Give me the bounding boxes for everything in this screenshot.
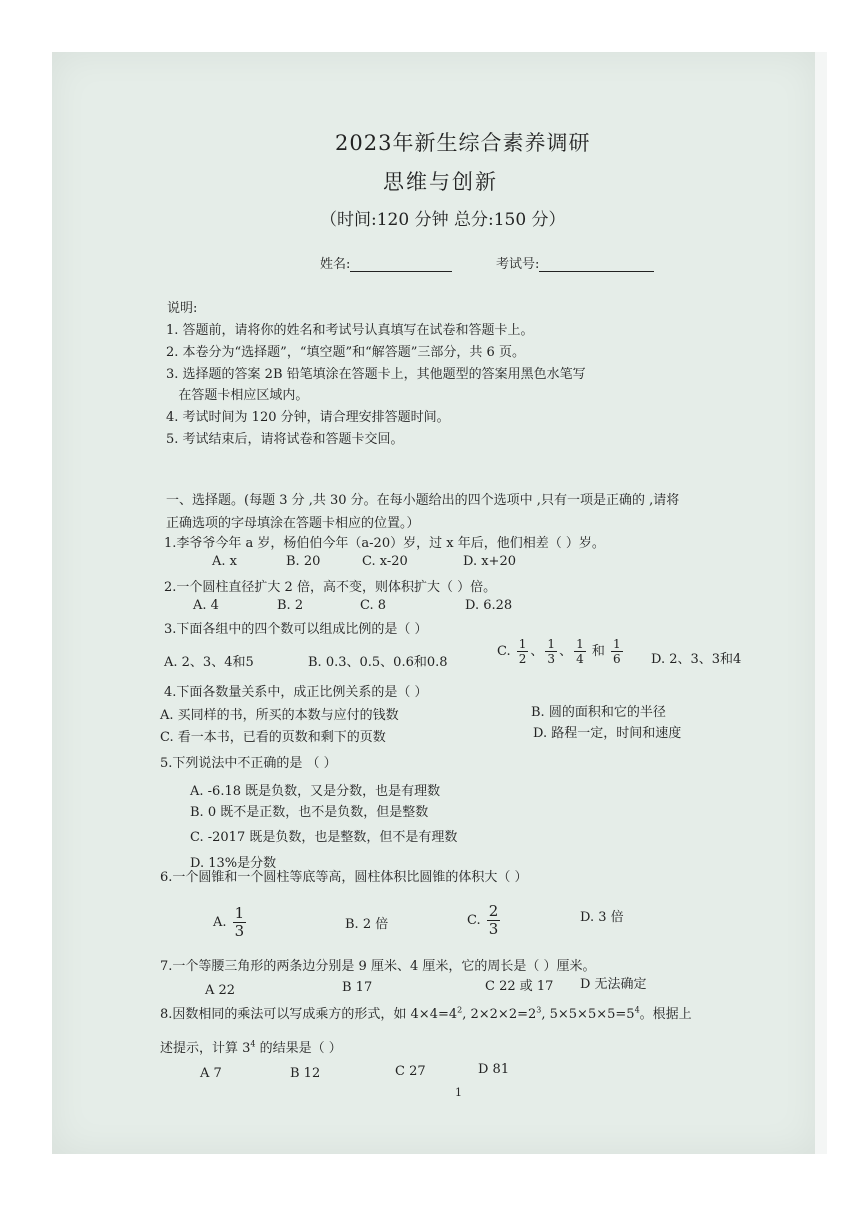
q8-exponent-2: 3	[536, 1005, 542, 1015]
q6-option-a	[213, 906, 248, 939]
exam-number-label: 考试号:	[496, 257, 540, 272]
q6-a-num: 1	[234, 904, 245, 922]
q3-c-f3-den: 4	[576, 652, 584, 666]
instruction-5: 5. 考试结束后，请将试卷和答题卡交回。	[166, 432, 404, 447]
q7-option-b: B 17	[342, 980, 373, 995]
q8-exponent-1: 2	[457, 1005, 463, 1015]
instruction-4: 4. 考试时间为 120 分钟，请合理安排答题时间。	[166, 410, 450, 425]
instruction-3: 3. 选择题的答案 2B 铅笔填涂在答题卡上，其他题型的答案用黑色水笔写	[166, 367, 586, 382]
q4-option-d: D. 路程一定，时间和速度	[533, 726, 682, 741]
time-and-score: （时间:120 分钟 总分:150 分）	[320, 210, 566, 230]
exam-subtitle: 思维与创新	[383, 170, 498, 194]
q8-exponent-3: 4	[634, 1005, 640, 1015]
q8-stem-line1	[160, 1003, 692, 1022]
q4-option-b: B. 圆的面积和它的半径	[531, 705, 666, 720]
exam-number-blank	[539, 257, 654, 272]
q7-option-c: C 22 或 17	[485, 979, 554, 994]
q7-option-a: A 22	[205, 983, 236, 998]
q3-option-c	[497, 638, 625, 665]
q3-c-f1-den: 2	[518, 652, 527, 666]
q1-option-b: B. 20	[286, 554, 321, 569]
q6-c-prefix: C.	[467, 913, 481, 928]
q5-option-a: A. -6.18 既是负数，又是分数，也是有理数	[190, 784, 441, 799]
q6-a-fraction	[233, 906, 247, 939]
q6-c-num: 2	[488, 902, 499, 920]
q6-a-prefix: A.	[213, 915, 227, 930]
q3-c-fraction-1	[517, 638, 529, 665]
q3-c-f4-den: 6	[613, 652, 621, 666]
q1-option-c: C. x-20	[362, 554, 408, 569]
q3-option-d: D. 2、3、3和4	[651, 652, 742, 667]
q3-option-b: B. 0.3、0.5、0.6和0.8	[308, 655, 448, 670]
instruction-2: 2. 本卷分为“选择题”，“填空题”和“解答题”三部分，共 6 页。	[166, 345, 525, 360]
q8-text-1: 8.因数相同的乘法可以写成乘方的形式，如 4×4=4	[160, 1007, 458, 1022]
q3-c-fraction-4	[611, 638, 623, 665]
q3-c-sep-2: 、	[559, 644, 573, 659]
section1-heading-line2: 正确选项的字母填涂在答题卡相应的位置。）	[166, 516, 420, 531]
q3-stem: 3.下面各组中的四个数可以组成比例的是（ ）	[164, 622, 428, 637]
q3-c-f2-num: 1	[547, 637, 556, 651]
page-number: 1	[455, 1086, 462, 1099]
instructions-heading: 说明:	[167, 301, 198, 316]
q3-c-and: 和	[591, 644, 605, 659]
q1-option-d: D. x+20	[463, 554, 516, 569]
q2-option-d: D. 6.28	[465, 598, 513, 613]
q8-line2-text-2: 的结果是（ ）	[255, 1041, 342, 1056]
section1-heading-line1: 一、选择题。(每题 3 分 ,共 30 分。在每小题给出的四个选项中 ,只有一项是正确的 ,请将	[166, 493, 680, 508]
q3-c-f1-num: 1	[518, 637, 527, 651]
q4-option-c: C. 看一本书，已看的页数和剩下的页数	[160, 730, 386, 745]
q3-c-prefix: C.	[497, 644, 511, 659]
q8-text-3: , 5×5×5×5=5	[541, 1007, 635, 1022]
instruction-3-cont: 在答题卡相应区域内。	[166, 388, 309, 403]
q8-option-a: A 7	[200, 1066, 222, 1081]
q6-option-c	[467, 904, 502, 937]
q5-option-d: D. 13%是分数	[190, 856, 277, 871]
q8-option-c: C 27	[395, 1064, 426, 1079]
q8-text-4: 。根据上	[639, 1007, 692, 1022]
q3-c-f3-num: 1	[576, 637, 584, 651]
q2-stem: 2.一个圆柱直径扩大 2 倍，高不变，则体积扩大（ ）倍。	[164, 580, 497, 595]
q6-stem: 6.一个圆锥和一个圆柱等底等高，圆柱体积比圆锥的体积大（ ）	[160, 870, 528, 885]
q5-option-b: B. 0 既不是正数，也不是负数，但是整数	[190, 805, 429, 820]
q6-a-den: 3	[234, 922, 245, 940]
q7-option-d: D 无法确定	[580, 977, 647, 992]
q4-option-a: A. 买同样的书，所买的本数与应付的钱数	[160, 708, 399, 723]
q8-line2-exponent: 4	[250, 1039, 256, 1049]
q5-stem: 5.下列说法中不正确的是 （ ）	[160, 756, 337, 771]
exam-number-field	[496, 253, 654, 272]
q3-c-sep-1: 、	[530, 644, 544, 659]
q2-option-c: C. 8	[360, 598, 387, 613]
q7-stem: 7.一个等腰三角形的两条边分别是 9 厘米、4 厘米，它的周长是（ ）厘米。	[160, 959, 596, 974]
instruction-1: 1. 答题前，请将你的姓名和考试号认真填写在试卷和答题卡上。	[166, 323, 534, 338]
q3-c-fraction-2	[545, 638, 557, 665]
q3-c-f4-num: 1	[613, 637, 621, 651]
q6-c-den: 3	[488, 920, 499, 938]
name-field	[320, 253, 452, 272]
paper-edge	[815, 52, 827, 1154]
name-blank	[350, 257, 452, 272]
q8-text-2: , 2×2×2=2	[462, 1007, 537, 1022]
q2-option-b: B. 2	[277, 598, 304, 613]
q5-option-c: C. -2017 既是负数，也是整数，但不是有理数	[190, 830, 458, 845]
q1-option-a: A. x	[212, 554, 237, 569]
name-label: 姓名:	[320, 257, 351, 272]
q3-c-f2-den: 3	[547, 652, 556, 666]
q4-stem: 4.下面各数量关系中，成正比例关系的是（ ）	[164, 685, 428, 700]
q8-option-b: B 12	[290, 1066, 321, 1081]
q8-line2-text-1: 述提示，计算 3	[160, 1041, 251, 1056]
q3-option-a: A. 2、3、4和5	[164, 655, 254, 670]
q1-stem: 1.李爷爷今年 a 岁，杨伯伯今年（a-20）岁，过 x 年后，他们相差（ ）岁。	[164, 536, 605, 551]
q8-stem-line2	[160, 1037, 342, 1056]
q3-c-fraction-3	[574, 638, 586, 665]
exam-title: 2023年新生综合素养调研	[335, 131, 591, 155]
q6-option-b: B. 2 倍	[345, 917, 389, 932]
q2-option-a: A. 4	[193, 598, 219, 613]
q6-option-d: D. 3 倍	[580, 910, 624, 925]
q6-c-fraction	[487, 904, 501, 937]
q8-option-d: D 81	[478, 1062, 510, 1077]
